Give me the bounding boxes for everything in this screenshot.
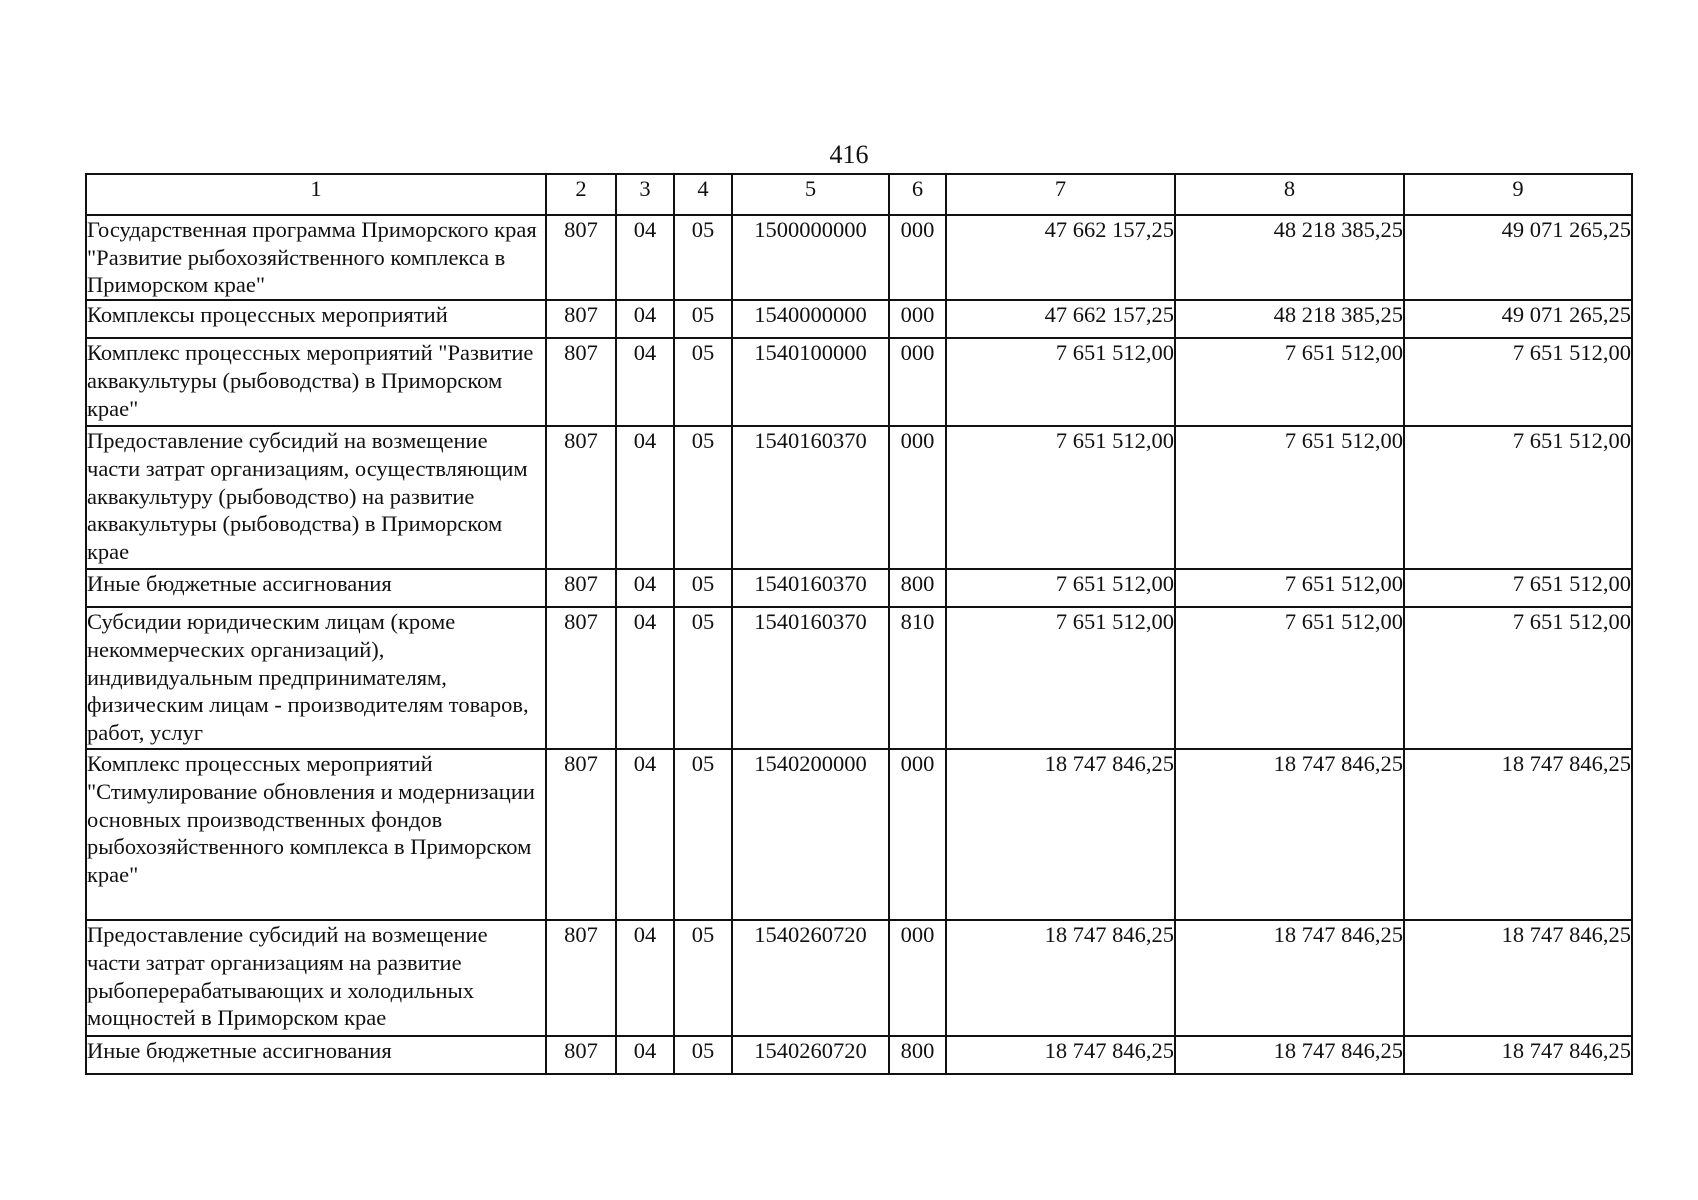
column-header-7: 7 bbox=[946, 174, 1175, 215]
expense-type-cell: 810 bbox=[889, 607, 946, 749]
section-code-cell: 04 bbox=[616, 338, 674, 426]
target-article-cell: 1540160370 bbox=[732, 426, 889, 569]
subsection-code-cell: 05 bbox=[674, 569, 732, 607]
ministry-code-cell: 807 bbox=[546, 607, 616, 749]
amount-col9-cell: 49 071 265,25 bbox=[1404, 215, 1632, 300]
amount-col8-cell: 48 218 385,25 bbox=[1175, 300, 1404, 338]
amount-col8-cell: 7 651 512,00 bbox=[1175, 338, 1404, 426]
ministry-code-cell: 807 bbox=[546, 215, 616, 300]
column-header-1: 1 bbox=[86, 174, 546, 215]
subsection-code-cell: 05 bbox=[674, 426, 732, 569]
target-article-cell: 1500000000 bbox=[732, 215, 889, 300]
ministry-code-cell: 807 bbox=[546, 426, 616, 569]
target-article-cell: 1540160370 bbox=[732, 607, 889, 749]
row-name-cell: Предоставление субсидий на возмещение части затрат организациям, осуществляющим аквакультуру (рыбоводство) на развитие аквакультуры (рыбоводства) в Приморском крае bbox=[86, 426, 546, 569]
table-row bbox=[86, 749, 1632, 920]
ministry-code-cell: 807 bbox=[546, 338, 616, 426]
subsection-code-cell: 05 bbox=[674, 607, 732, 749]
amount-col8-cell: 7 651 512,00 bbox=[1175, 569, 1404, 607]
amount-col8-cell: 18 747 846,25 bbox=[1175, 1036, 1404, 1074]
expense-type-cell: 000 bbox=[889, 300, 946, 338]
target-article-cell: 1540160370 bbox=[732, 569, 889, 607]
column-header-5: 5 bbox=[732, 174, 889, 215]
subsection-code-cell: 05 bbox=[674, 300, 732, 338]
amount-col9-cell: 18 747 846,25 bbox=[1404, 920, 1632, 1036]
amount-col9-cell: 7 651 512,00 bbox=[1404, 338, 1632, 426]
target-article-cell: 1540100000 bbox=[732, 338, 889, 426]
section-code-cell: 04 bbox=[616, 300, 674, 338]
budget-table bbox=[85, 173, 1633, 1075]
row-name-cell: Комплексы процессных мероприятий bbox=[86, 300, 546, 338]
amount-col7-cell: 7 651 512,00 bbox=[946, 607, 1175, 749]
table-header-row bbox=[86, 174, 1632, 215]
table-row bbox=[86, 300, 1632, 338]
target-article-cell: 1540260720 bbox=[732, 920, 889, 1036]
section-code-cell: 04 bbox=[616, 920, 674, 1036]
amount-col8-cell: 18 747 846,25 bbox=[1175, 920, 1404, 1036]
column-header-6: 6 bbox=[889, 174, 946, 215]
table-row bbox=[86, 607, 1632, 749]
subsection-code-cell: 05 bbox=[674, 920, 732, 1036]
ministry-code-cell: 807 bbox=[546, 1036, 616, 1074]
amount-col7-cell: 18 747 846,25 bbox=[946, 920, 1175, 1036]
amount-col7-cell: 7 651 512,00 bbox=[946, 338, 1175, 426]
row-name-cell: Государственная программа Приморского края "Развитие рыбохозяйственного комплекса в Приморском крае" bbox=[86, 215, 546, 300]
table-row bbox=[86, 426, 1632, 569]
row-name-cell: Иные бюджетные ассигнования bbox=[86, 1036, 546, 1074]
section-code-cell: 04 bbox=[616, 607, 674, 749]
column-header-8: 8 bbox=[1175, 174, 1404, 215]
section-code-cell: 04 bbox=[616, 569, 674, 607]
row-name-cell: Комплекс процессных мероприятий "Развитие аквакультуры (рыбоводства) в Приморском крае" bbox=[86, 338, 546, 426]
column-header-4: 4 bbox=[674, 174, 732, 215]
subsection-code-cell: 05 bbox=[674, 749, 732, 920]
amount-col9-cell: 18 747 846,25 bbox=[1404, 749, 1632, 920]
table-row bbox=[86, 569, 1632, 607]
ministry-code-cell: 807 bbox=[546, 569, 616, 607]
target-article-cell: 1540260720 bbox=[732, 1036, 889, 1074]
expense-type-cell: 000 bbox=[889, 426, 946, 569]
target-article-cell: 1540000000 bbox=[732, 300, 889, 338]
table-row bbox=[86, 920, 1632, 1036]
subsection-code-cell: 05 bbox=[674, 1036, 732, 1074]
amount-col7-cell: 18 747 846,25 bbox=[946, 749, 1175, 920]
target-article-cell: 1540200000 bbox=[732, 749, 889, 920]
row-name-cell: Комплекс процессных мероприятий "Стимулирование обновления и модернизации основных производственных фондов рыбохозяйственного комплекса в Приморском крае" bbox=[86, 749, 546, 920]
amount-col9-cell: 18 747 846,25 bbox=[1404, 1036, 1632, 1074]
section-code-cell: 04 bbox=[616, 215, 674, 300]
amount-col9-cell: 7 651 512,00 bbox=[1404, 426, 1632, 569]
ministry-code-cell: 807 bbox=[546, 749, 616, 920]
table-row bbox=[86, 215, 1632, 300]
expense-type-cell: 000 bbox=[889, 920, 946, 1036]
amount-col7-cell: 47 662 157,25 bbox=[946, 215, 1175, 300]
amount-col8-cell: 7 651 512,00 bbox=[1175, 607, 1404, 749]
expense-type-cell: 000 bbox=[889, 338, 946, 426]
amount-col9-cell: 7 651 512,00 bbox=[1404, 569, 1632, 607]
amount-col7-cell: 7 651 512,00 bbox=[946, 569, 1175, 607]
amount-col8-cell: 48 218 385,25 bbox=[1175, 215, 1404, 300]
row-name-cell: Субсидии юридическим лицам (кроме некоммерческих организаций), индивидуальным предпринимателям, физическим лицам - производителям товаров, работ, услуг bbox=[86, 607, 546, 749]
amount-col9-cell: 49 071 265,25 bbox=[1404, 300, 1632, 338]
section-code-cell: 04 bbox=[616, 749, 674, 920]
section-code-cell: 04 bbox=[616, 426, 674, 569]
column-header-2: 2 bbox=[546, 174, 616, 215]
column-header-9: 9 bbox=[1404, 174, 1632, 215]
page-number: 416 bbox=[829, 140, 869, 169]
amount-col7-cell: 47 662 157,25 bbox=[946, 300, 1175, 338]
amount-col8-cell: 18 747 846,25 bbox=[1175, 749, 1404, 920]
column-header-3: 3 bbox=[616, 174, 674, 215]
expense-type-cell: 000 bbox=[889, 749, 946, 920]
amount-col9-cell: 7 651 512,00 bbox=[1404, 607, 1632, 749]
subsection-code-cell: 05 bbox=[674, 338, 732, 426]
section-code-cell: 04 bbox=[616, 1036, 674, 1074]
expense-type-cell: 800 bbox=[889, 1036, 946, 1074]
amount-col8-cell: 7 651 512,00 bbox=[1175, 426, 1404, 569]
ministry-code-cell: 807 bbox=[546, 920, 616, 1036]
subsection-code-cell: 05 bbox=[674, 215, 732, 300]
amount-col7-cell: 18 747 846,25 bbox=[946, 1036, 1175, 1074]
expense-type-cell: 800 bbox=[889, 569, 946, 607]
expense-type-cell: 000 bbox=[889, 215, 946, 300]
table-row bbox=[86, 1036, 1632, 1074]
ministry-code-cell: 807 bbox=[546, 300, 616, 338]
amount-col7-cell: 7 651 512,00 bbox=[946, 426, 1175, 569]
row-name-cell: Иные бюджетные ассигнования bbox=[86, 569, 546, 607]
row-name-cell: Предоставление субсидий на возмещение части затрат организациям на развитие рыбоперерабатывающих и холодильных мощностей в Приморском крае bbox=[86, 920, 546, 1036]
table-row bbox=[86, 338, 1632, 426]
